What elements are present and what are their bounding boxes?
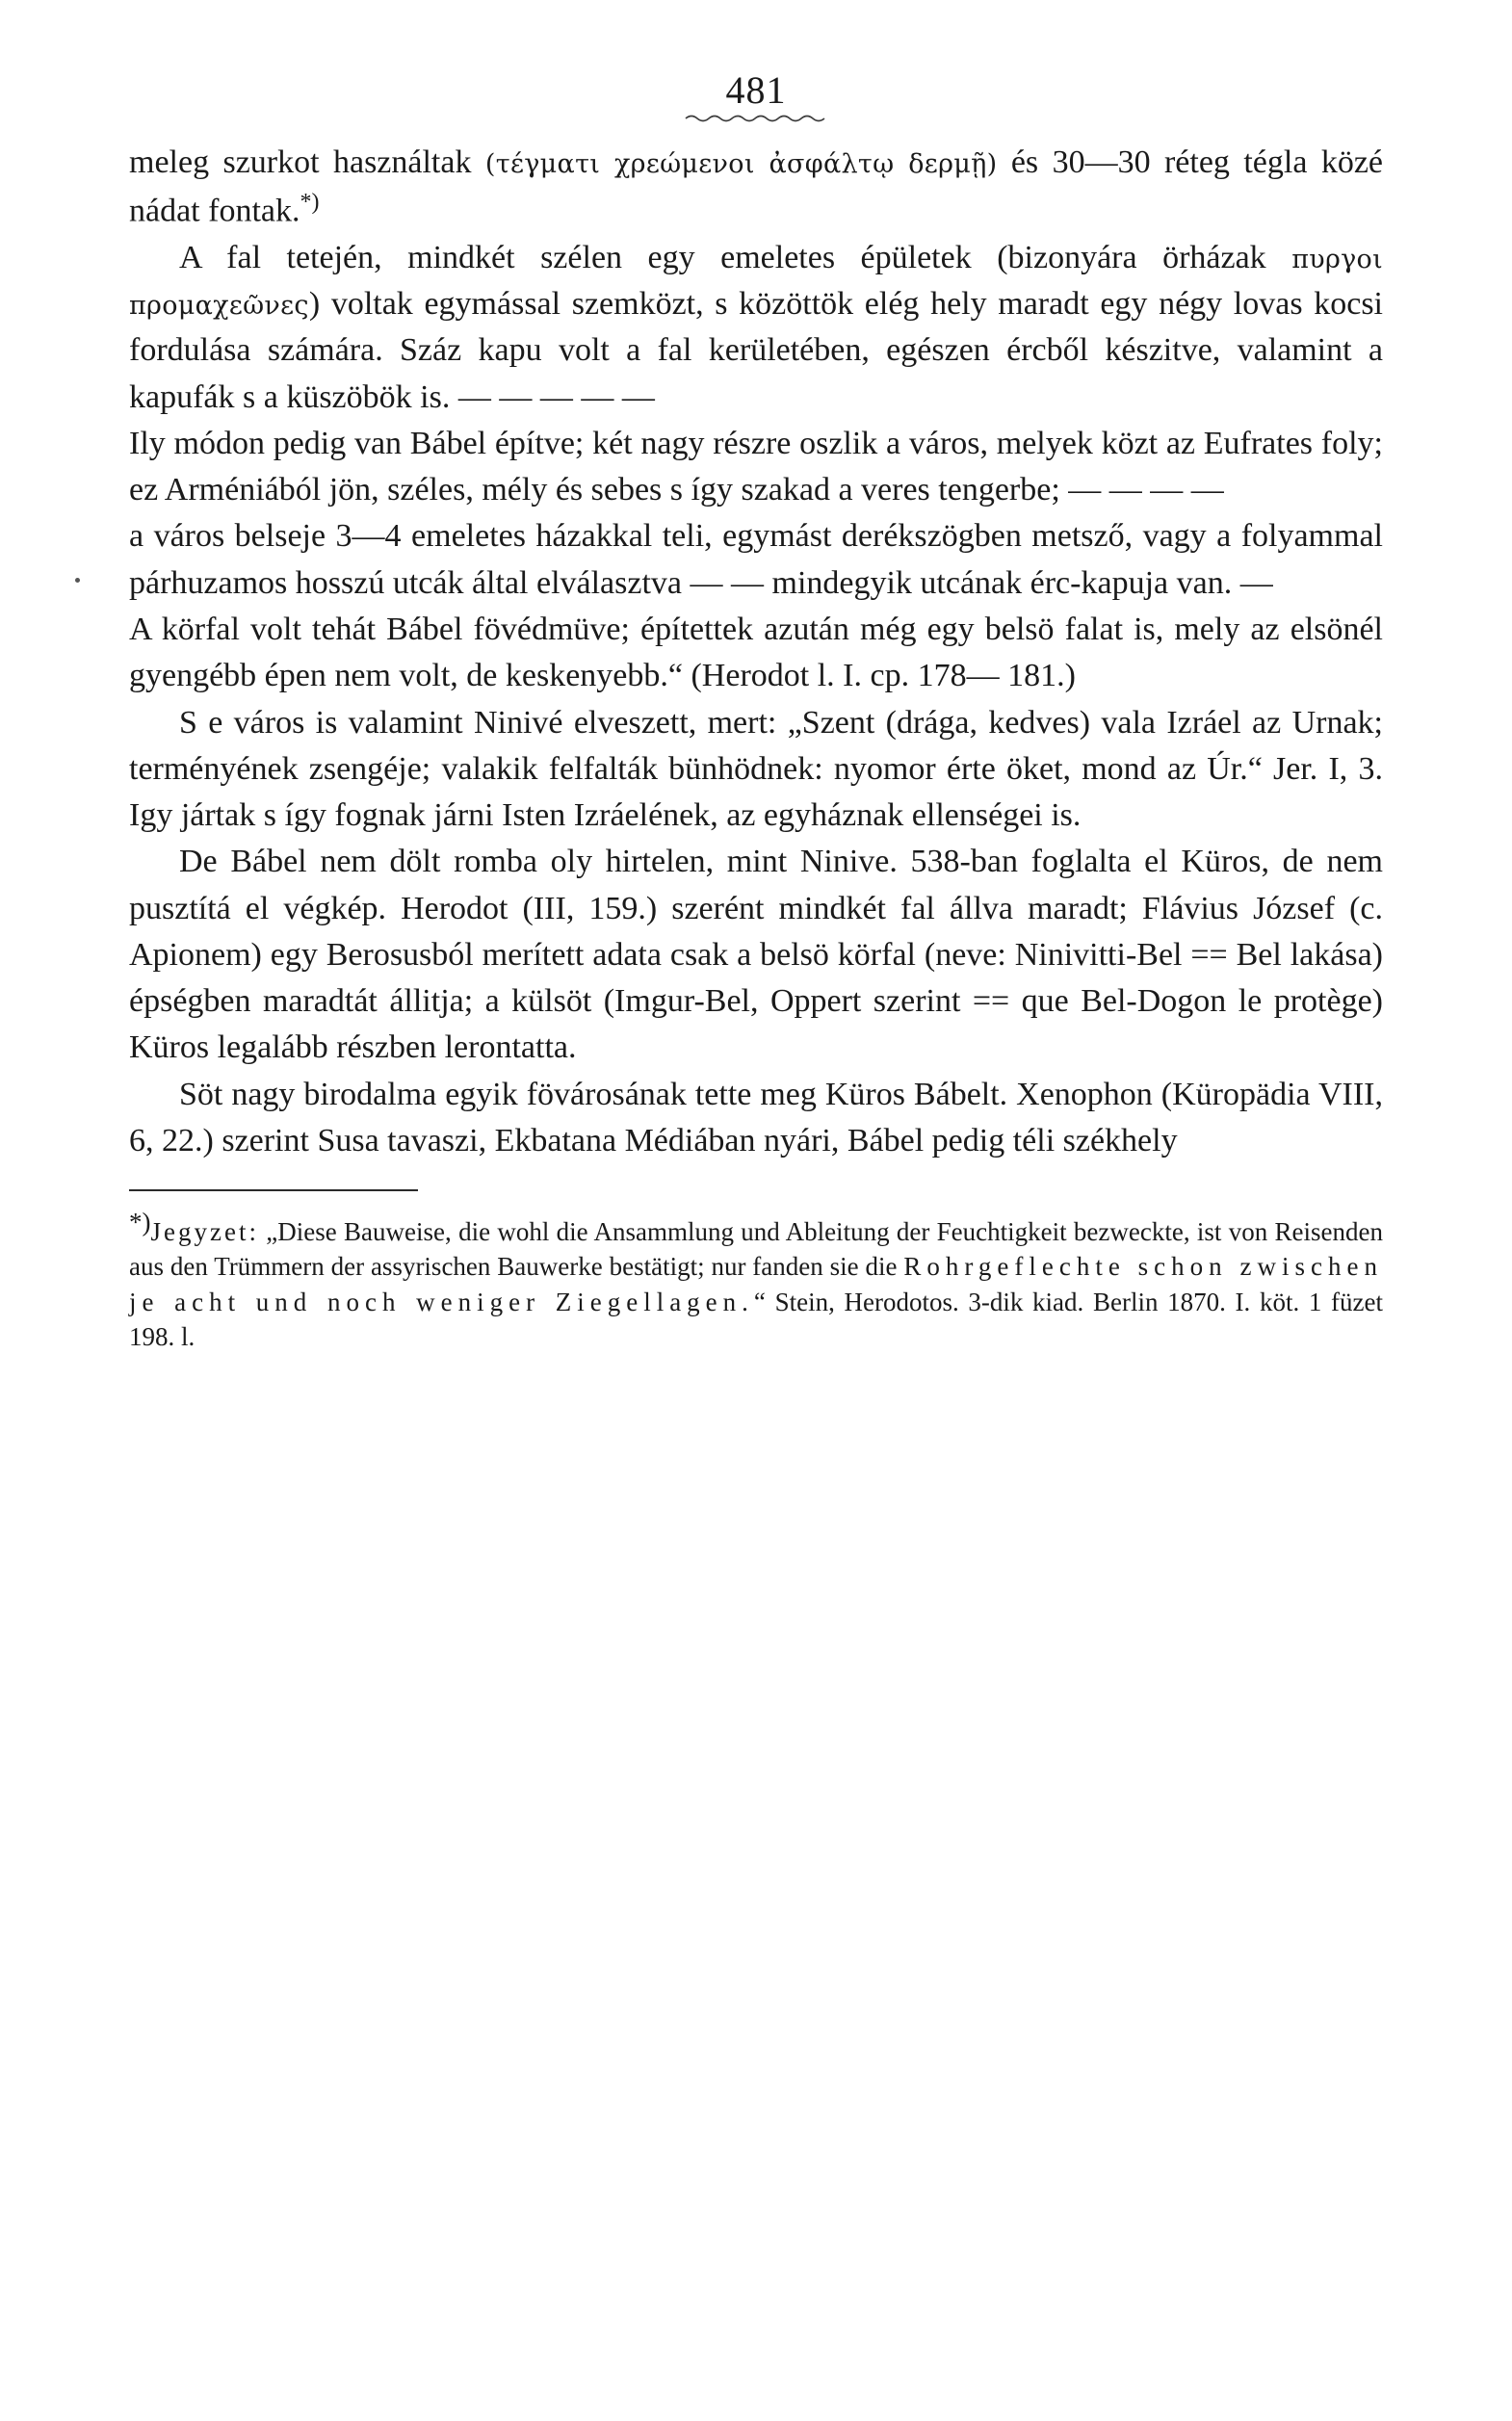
paragraph-7: De Bábel nem dölt romba oly hirtelen, mint Ninive. 538-ban foglalta el Küros, de nem pusztítá el végkép. Herodot (III, 159.) szerént mindkét fal állva maradt; Flávius József (c. Apionem) egy Berosusból merített adata csak a belsö körfal (neve: Ninivitti-Bel == Bel lakása) épségben maradtát állitja; a külsöt (Imgur-Bel, Oppert szerint == que Bel-Dogon le protège) Küros legalább részben lerontatta. (129, 844, 1383, 1066)
paragraph-2-greek: πυργοι προμαχεῶνες (129, 244, 1383, 322)
footnote (129, 1205, 1383, 1354)
footnote-text-1: „Diese Bauweise, die wohl die Ansammlung und Ableitung der Feuchtigkeit bezweckte, ist von Reisenden aus den Trümmern der assyrischen Bauwerke bestätigt; nur fanden sie die (129, 1217, 1383, 1282)
paragraph-8: Söt nagy birodalma egyik fövárosának tette meg Küros Bábelt. Xenophon (Küropädia VIII, 6, 22.) szerint Susa tavaszi, Ekbatana Médiában nyári, Bábel pedig téli székhely (129, 1076, 1383, 1158)
page-number: 481 (725, 68, 787, 112)
paragraph-2-text-b: ) voltak egymással szemközt, s közöttök elég hely maradt egy négy lovas kocsi fordulása számára. Száz kapu volt a fal kerületében, egészen ércből készitve, valamint a kapufák s a küszöbök is. — — — — — (129, 286, 1383, 415)
footnote-marker: *) (129, 1208, 151, 1237)
footnote-spaced-phrase: Rohrgeflechte schon zwischen je acht und noch weniger Ziegellagen. (129, 1252, 1383, 1316)
paragraph-3: Ily módon pedig van Bábel építve; két nagy részre oszlik a város, melyek közt az Eufrates foly; ez Arméniából jön, széles, mély és sebes s így szakad a veres tengerbe; — — — — (129, 425, 1383, 508)
paragraph-5: A körfal volt tehát Bábel fövédmüve; építettek azután még egy belsö falat is, mely az elsönél gyengébb épen nem volt, de keskenyebb.“ (Herodot l. I. cp. 178— 181.) (129, 611, 1383, 694)
footnote-label: Jegyzet: (150, 1217, 259, 1247)
footnote-text-2: “ Stein, Herodotos. 3-dik kiad. Berlin 1870. I. köt. 1 füzet 198. l. (129, 1287, 1383, 1351)
paragraph-2-text-a: A fal tetején, mindkét szélen egy emeletes épületek (bizonyára örházak (179, 239, 1292, 275)
paragraph-6: S e város is valamint Ninivé elveszett, mert: „Szent (drága, kedves) vala Izráel az Urnak; terményének zsengéje; valakik felfalták bünhödnek: nyomor érte öket, mond az Úr.“ Jer. I, 3. Igy jártak s így fognak járni Isten Izráelének, az egyháznak ellenségei is. (129, 704, 1383, 834)
paragraph-2 (129, 235, 1383, 421)
margin-dot (75, 578, 80, 583)
body-text (129, 140, 1383, 1164)
paragraph-1-text-a: meleg szurkot használtak (129, 144, 485, 180)
page-header (116, 67, 1396, 122)
page-number-rule (684, 113, 828, 122)
paragraph-1-text-b: és 30—30 réteg tégla közé nádat fontak. (129, 144, 1384, 229)
footnote-divider (129, 1189, 418, 1191)
footnote-reference-marker: *) (300, 190, 320, 216)
paragraph-1 (129, 140, 1383, 235)
paragraph-1-greek: (τέγματι χρεώμενοι ἀσφάλτῳ δερμῇ) (484, 149, 998, 179)
paragraph-4: a város belseje 3—4 emeletes házakkal teli, egymást derékszögben metsző, vagy a folyammal párhuzamos hosszú utcák által elválasztva — — mindegyik utcának érc-kapuja van. — (129, 518, 1383, 601)
